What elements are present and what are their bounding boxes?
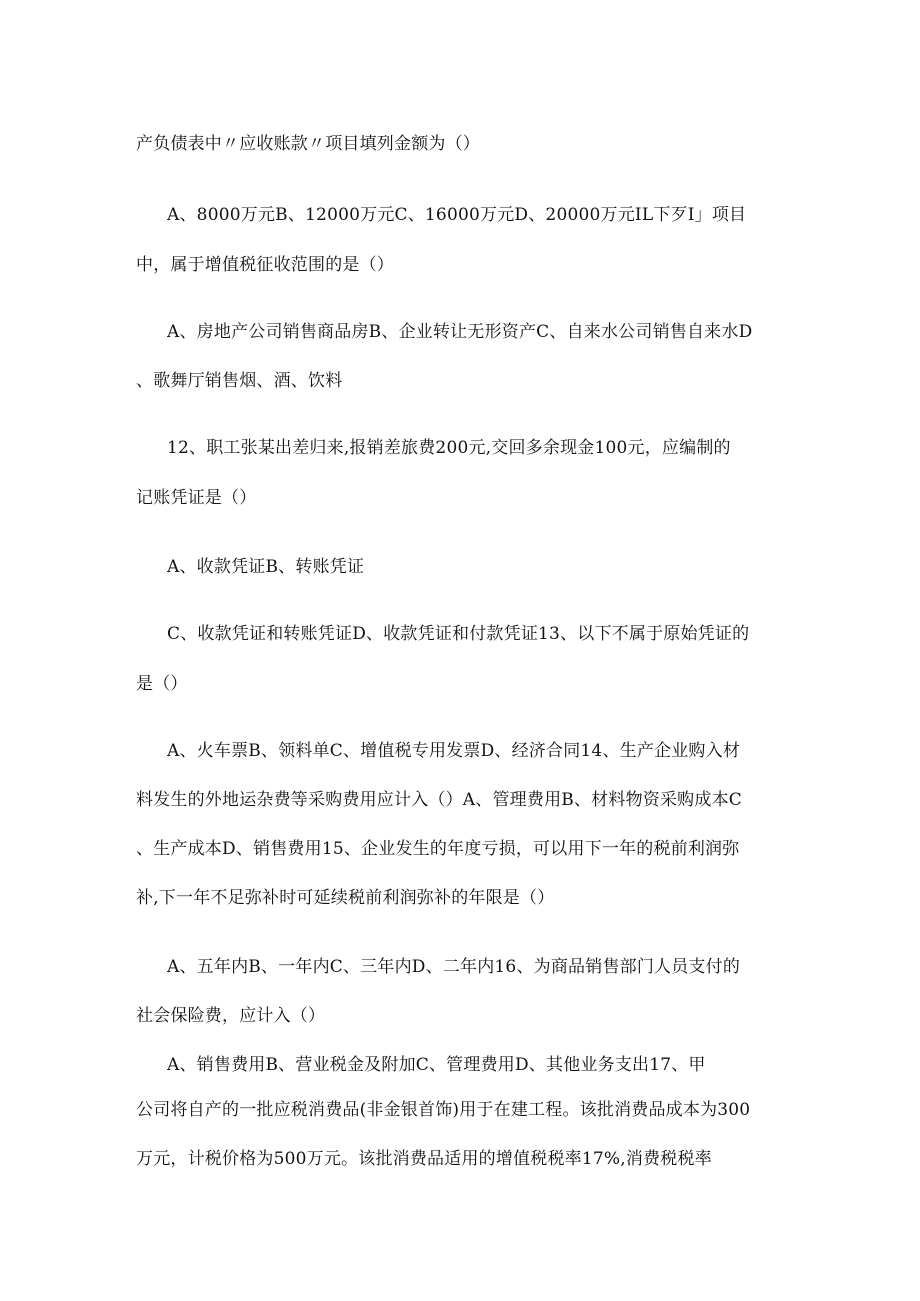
text-line-10: 是（） bbox=[136, 674, 188, 694]
text-line-16: 社会保险费，应计入（） bbox=[136, 1006, 326, 1026]
text-line-2: A、8000万元B、12000万元C、16000万元D、20000万元IL下歹I」项目 bbox=[167, 205, 747, 225]
text-line-15: A、五年内B、一年内C、三年内D、二年内16、为商品销售部门人员支付的 bbox=[167, 957, 741, 977]
text-line-3: 中，属于增值税征收范围的是（） bbox=[136, 255, 394, 275]
text-line-13: 、生产成本D、销售费用15、企业发生的年度亏损，可以用下一年的税前利润弥 bbox=[136, 839, 740, 859]
text-line-7: 记账凭证是（） bbox=[136, 488, 257, 508]
text-line-6: 12、职工张某出差归来,报销差旅费200元,交回多余现金100元，应编制的 bbox=[167, 438, 731, 458]
text-line-1: 产负债表中〃应收账款〃项目填列金额为（） bbox=[136, 134, 480, 154]
text-line-14: 补,下一年不足弥补时可延续税前利润弥补的年限是（） bbox=[136, 888, 555, 908]
text-line-4: A、房地产公司销售商品房B、企业转让无形资产C、自来水公司销售自来水D bbox=[167, 322, 753, 342]
text-line-9: C、收款凭证和转账凭证D、收款凭证和付款凭证13、以下不属于原始凭证的 bbox=[167, 624, 750, 644]
text-line-19: 万元，计税价格为500万元。该批消费品适用的增值税税率17%,消费税税率 bbox=[136, 1149, 712, 1169]
text-line-8: A、收款凭证B、转账凭证 bbox=[167, 557, 365, 577]
text-line-11: A、火车票B、领料单C、增值税专用发票D、经济合同14、生产企业购入材 bbox=[167, 741, 741, 761]
text-line-12: 料发生的外地运杂费等采购费用应计入（）A、管理费用B、材料物资采购成本C bbox=[136, 790, 742, 810]
text-line-5: 、歌舞厅销售烟、酒、饮料 bbox=[136, 371, 343, 391]
text-line-17: A、销售费用B、营业税金及附加C、管理费用D、其他业务支出17、甲 bbox=[167, 1055, 706, 1075]
text-line-18: 公司将自产的一批应税消费品(非金银首饰)用于在建工程。该批消费品成本为300 bbox=[136, 1100, 751, 1120]
